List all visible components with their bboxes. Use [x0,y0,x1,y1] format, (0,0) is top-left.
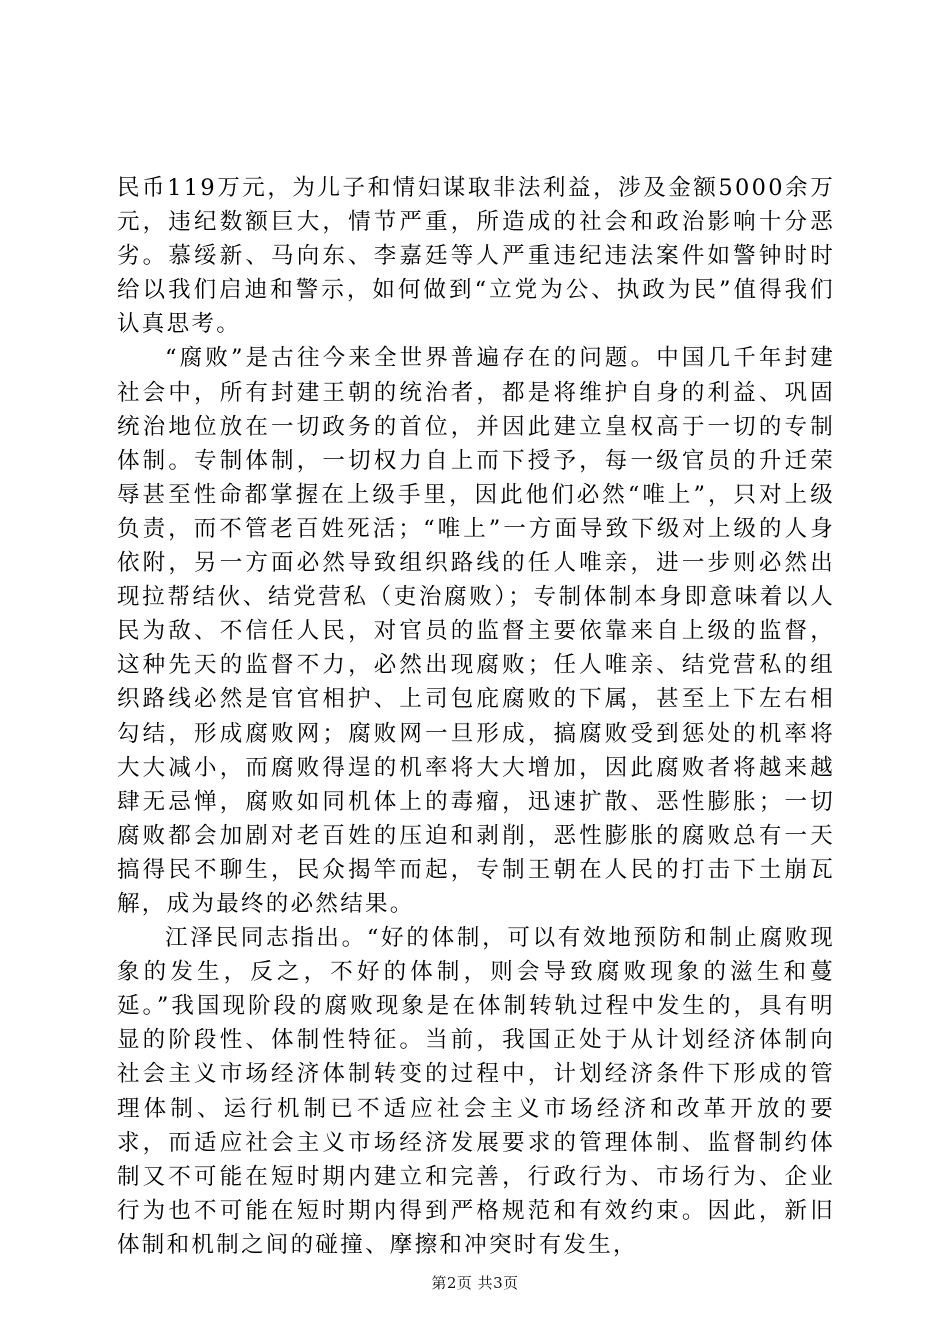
paragraph-1: 民币119万元，为儿子和情妇谋取非法利益，涉及金额5000余万元，违纪数额巨大，情节严重，所造成的社会和政治影响十分恶劣。慕绥新、马向东、李嘉廷等人严重违纪违法案件如警钟时时给以我们启迪和警示，如何做到“立党为公、执政为民”值得我们认真思考。 [117,175,835,338]
page-number-footer: 第2页 共3页 [431,1274,519,1292]
paragraph-3: 江泽民同志指出。“好的体制，可以有效地预防和制止腐败现象的发生，反之，不好的体制，则会导致腐败现象的滋生和蔓延。”我国现阶段的腐败现象是在体制转轨过程中发生的，具有明显的阶段性、体制性特征。当前，我国正处于从计划经济体制向社会主义市场经济体制转变的过程中，计划经济条件下形成的管理体制、运行机制已不适应社会主义市场经济和改革开放的要求，而适应社会主义市场经济发展要求的管理体制、监督制约体制又不可能在短时期内建立和完善，行政行为、市场行为、企业行为也不可能在短时期内得到严格规范和有效约束。因此，新旧体制和机制之间的碰撞、摩擦和冲突时有发生， [117,925,835,1258]
document-body [117,171,835,1262]
paragraph-2: “腐败”是古往今来全世界普遍存在的问题。中国几千年封建社会中，所有封建王朝的统治者，都是将维护自身的利益、巩固统治地位放在一切政务的首位，并因此建立皇权高于一切的专制体制。专制体制，一切权力自上而下授予，每一级官员的升迁荣辱甚至性命都掌握在上级手里，因此他们必然“唯上”，只对上级负责，而不管老百姓死活；“唯上”一方面导致下级对上级的人身依附，另一方面必然导致组织路线的任人唯亲，进一步则必然出现拉帮结伙、结党营私（吏治腐败）；专制体制本身即意味着以人民为敌、不信任人民，对官员的监督主要依靠来自上级的监督，这种先天的监督不力，必然出现腐败；任人唯亲、结党营私的组织路线必然是官官相护、上司包庇腐败的下属，甚至上下左右相勾结，形成腐败网；腐败网一旦形成，搞腐败受到惩处的机率将大大减小，而腐败得逞的机率将大大增加，因此腐败者将越来越肆无忌惮，腐败如同机体上的毒瘤，迅速扩散、恶性膨胀；一切腐败都会加剧对老百姓的压迫和剥削，恶性膨胀的腐败总有一天搞得民不聊生，民众揭竿而起，专制王朝在人民的打击下土崩瓦解，成为最终的必然结果。 [117,345,835,917]
